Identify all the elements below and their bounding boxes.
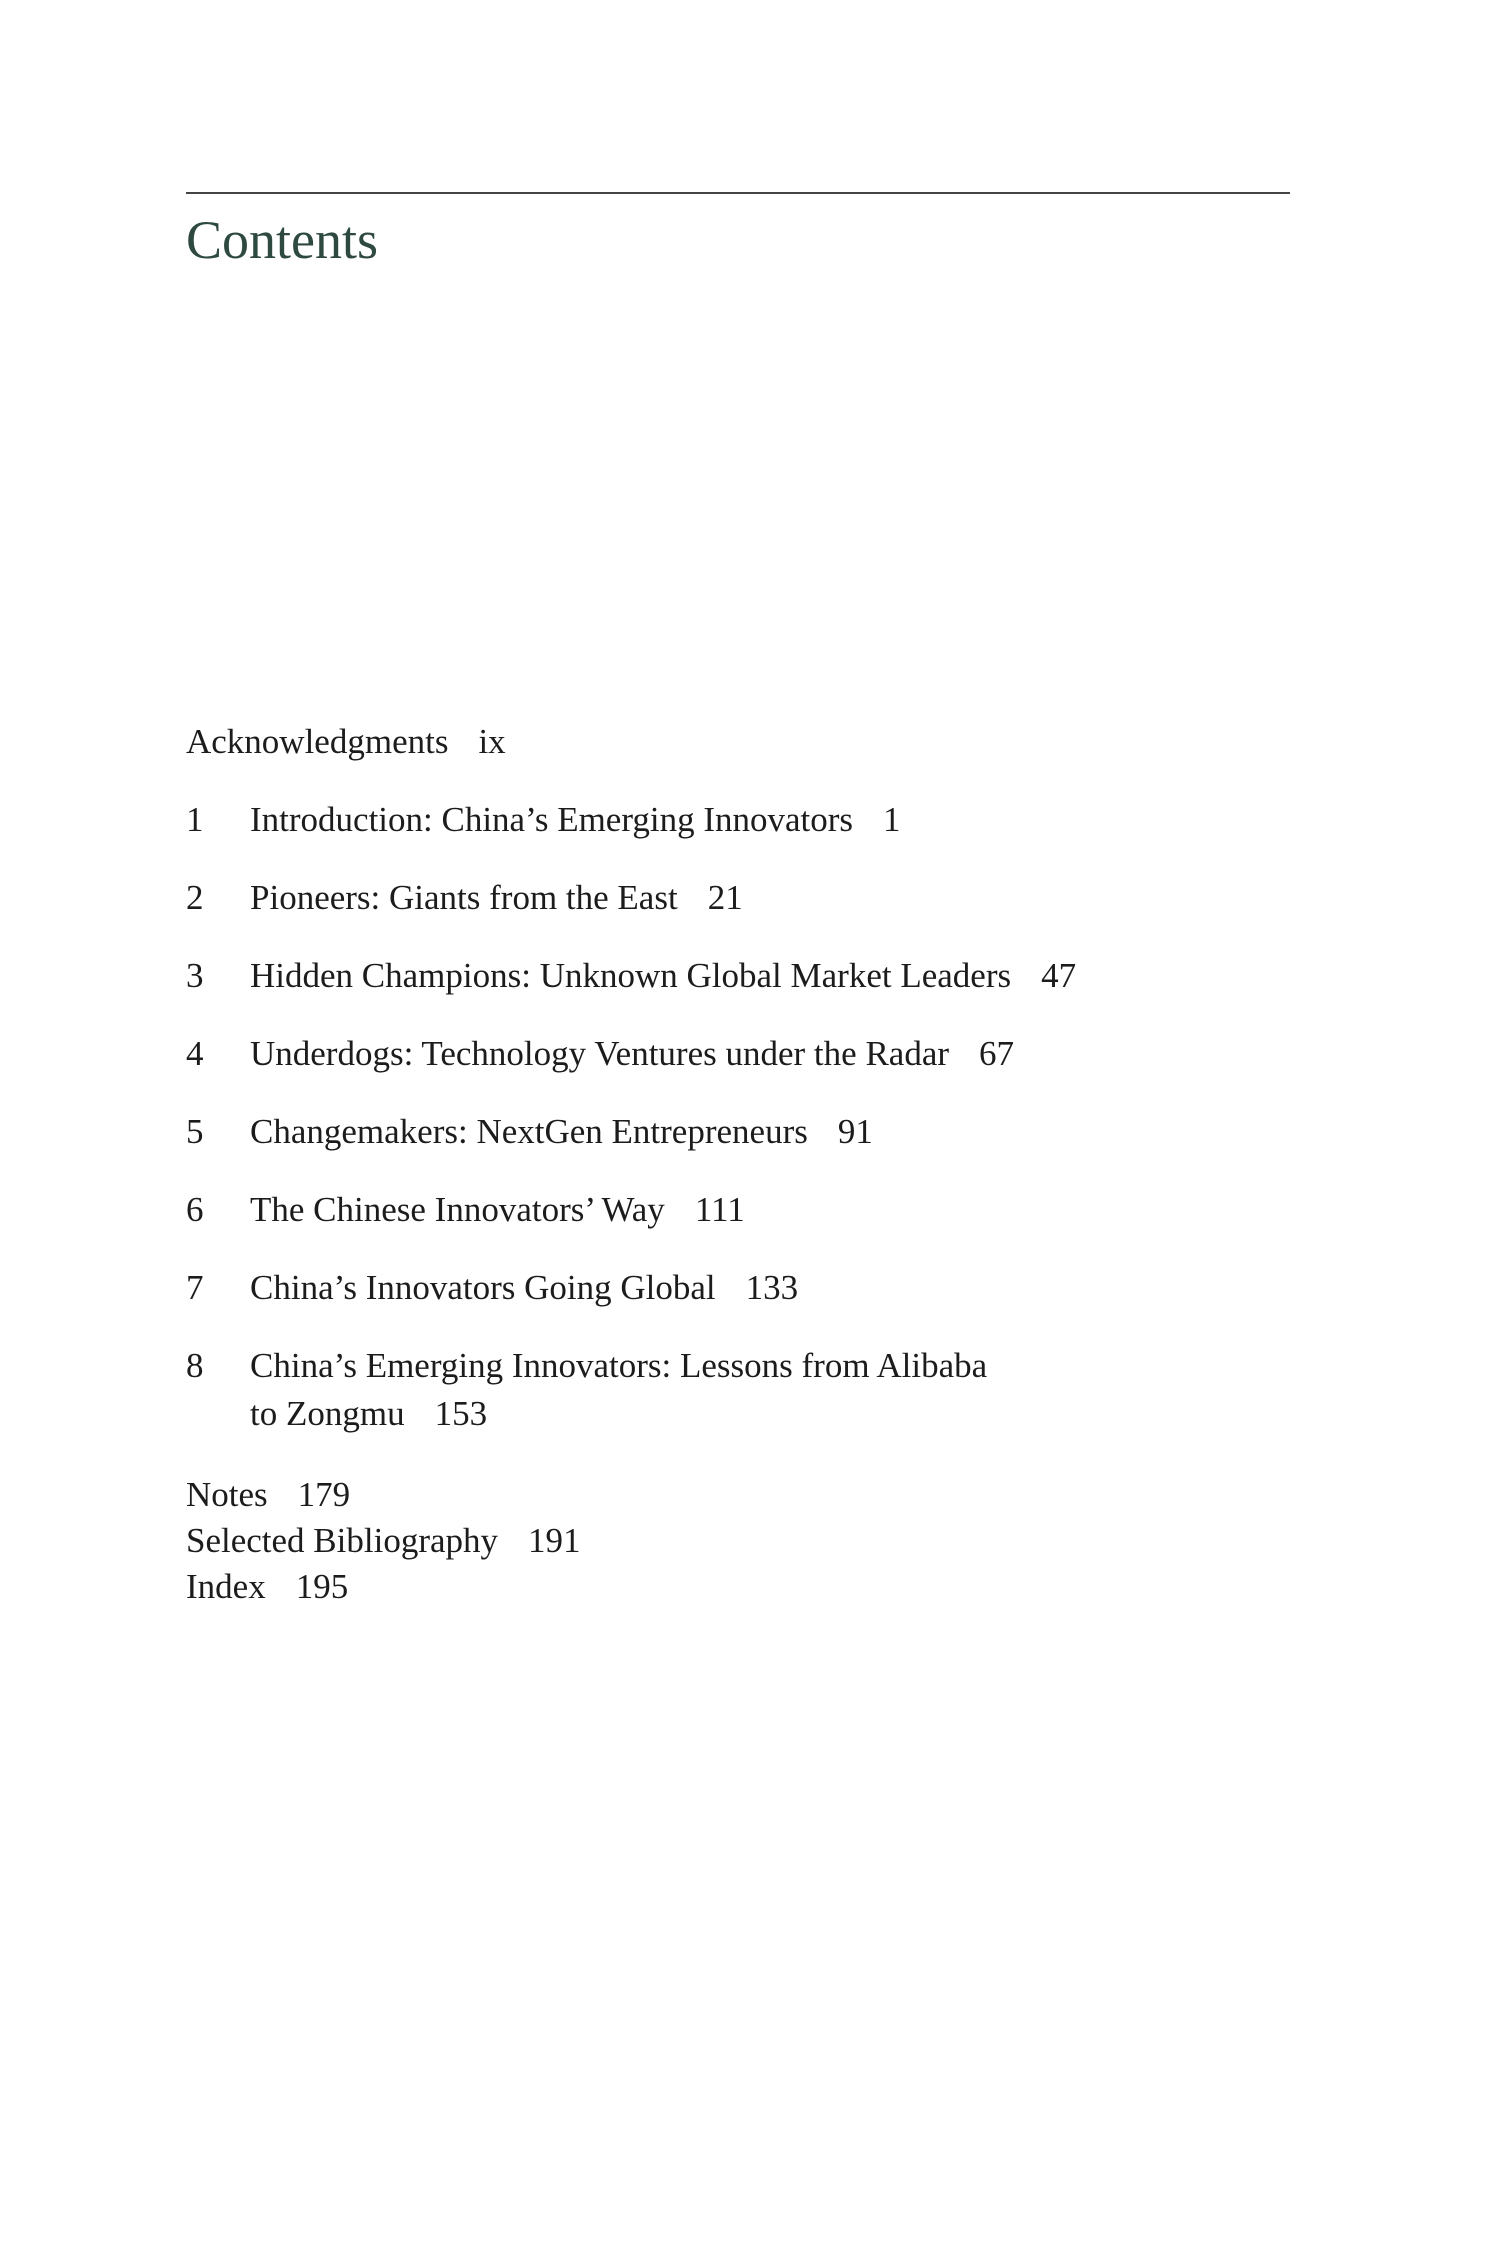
toc-chapter-1: [186, 796, 1336, 844]
chapter-number: 8: [186, 1346, 204, 1385]
entry-title: Notes: [186, 1475, 268, 1514]
entry-page: 179: [297, 1475, 351, 1514]
toc-chapter-4: [186, 1030, 1336, 1078]
chapter-title: Changemakers: NextGen Entrepreneurs: [250, 1112, 808, 1151]
toc-chapter-8: [186, 1342, 1336, 1438]
chapter-page: 153: [434, 1394, 488, 1433]
chapter-title: Pioneers: Giants from the East: [250, 878, 678, 917]
entry-page: 191: [528, 1521, 581, 1560]
toc-entry-notes: [186, 1472, 1336, 1518]
chapter-number: 5: [186, 1112, 204, 1151]
top-rule: [186, 192, 1290, 194]
chapter-page: 21: [707, 878, 743, 917]
chapter-title-line-2: to Zongmu: [250, 1394, 405, 1433]
chapter-page: 91: [837, 1112, 873, 1151]
chapter-number: 2: [186, 878, 204, 917]
chapter-title: Introduction: China’s Emerging Innovators: [250, 800, 854, 839]
toc-entry-acknowledgments: [186, 718, 1336, 766]
chapter-page: 67: [979, 1034, 1015, 1073]
toc-entry-index: [186, 1564, 1336, 1610]
entry-page: ix: [478, 722, 506, 761]
chapter-number: 3: [186, 956, 204, 995]
chapter-page: 47: [1041, 956, 1077, 995]
toc-chapter-5: [186, 1108, 1336, 1156]
entry-title: Acknowledgments: [186, 722, 449, 761]
chapter-title: Hidden Champions: Unknown Global Market Leaders: [250, 956, 1012, 995]
page-title: Contents: [186, 210, 379, 270]
toc-entry-bibliography: [186, 1518, 1336, 1564]
chapter-title-line-1: China’s Emerging Innovators: Lessons from Alibaba: [250, 1346, 988, 1385]
toc-chapter-3: [186, 952, 1336, 1000]
chapter-page: 111: [694, 1190, 745, 1229]
entry-title: Selected Bibliography: [186, 1521, 499, 1560]
back-matter: [186, 1472, 1336, 1610]
entry-title: Index: [186, 1567, 266, 1606]
chapter-title: The Chinese Innovators’ Way: [250, 1190, 665, 1229]
chapter-number: 1: [186, 800, 204, 839]
chapter-title: China’s Innovators Going Global: [250, 1268, 716, 1307]
chapter-page: 133: [745, 1268, 799, 1307]
chapter-number: 4: [186, 1034, 204, 1073]
chapter-page: 1: [883, 800, 901, 839]
entry-page: 195: [295, 1567, 349, 1606]
toc-chapter-2: [186, 874, 1336, 922]
chapter-title: Underdogs: Technology Ventures under the Radar: [250, 1034, 950, 1073]
chapter-number: 6: [186, 1190, 204, 1229]
toc-chapter-6: [186, 1186, 1336, 1234]
table-of-contents: [186, 718, 1336, 1610]
chapter-number: 7: [186, 1268, 204, 1307]
toc-chapter-7: [186, 1264, 1336, 1312]
